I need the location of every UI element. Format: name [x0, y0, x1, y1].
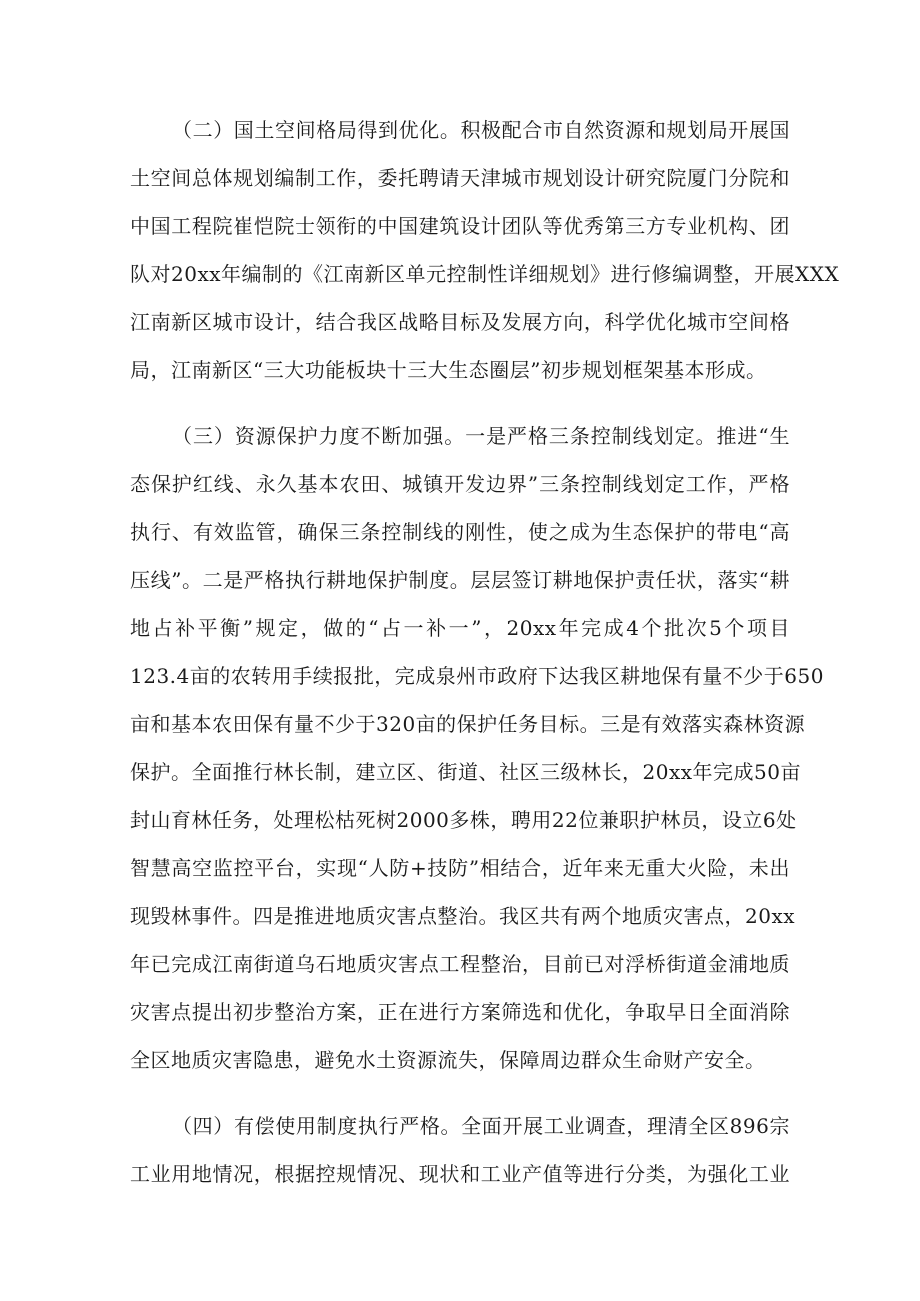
- paragraph-line: 工业用地情况，根据控规情况、现状和工业产值等进行分类，为强化工业: [130, 1162, 790, 1186]
- paragraph-line: （四）有偿使用制度执行严格。全面开展工业调查，理清全区896宗: [172, 1114, 790, 1138]
- paragraph-line: 队对20xx年编制的《江南新区单元控制性详细规划》进行修编调整，开展XXX: [130, 262, 840, 286]
- paragraph-line: 态保护红线、永久基本农田、城镇开发边界”三条控制线划定工作，严格: [130, 472, 790, 496]
- paragraph-line: 亩和基本农田保有量不少于320亩的保护任务目标。三是有效落实森林资源: [130, 712, 806, 736]
- paragraph-line: 灾害点提出初步整治方案，正在进行方案筛选和优化，争取早日全面消除: [130, 1000, 790, 1024]
- paragraph-line: 江南新区城市设计，结合我区战略目标及发展方向，科学优化城市空间格: [130, 310, 790, 334]
- paragraph-line: （三）资源保护力度不断加强。一是严格三条控制线划定。推进“生: [172, 424, 790, 448]
- paragraph-line: 年已完成江南街道乌石地质灾害点工程整治，目前已对浮桥街道金浦地质: [130, 952, 790, 976]
- paragraph-line: 保护。全面推行林长制，建立区、街道、社区三级林长，20xx年完成50亩: [130, 760, 801, 784]
- paragraph-line: 现毁林事件。四是推进地质灾害点整治。我区共有两个地质灾害点，20xx: [130, 904, 796, 928]
- paragraph-line: 局，江南新区“三大功能板块十三大生态圈层”初步规划框架基本形成。: [130, 358, 767, 382]
- paragraph-line: 地占补平衡”规定，做的“占一补一”，20xx年完成4个批次5个项目: [130, 616, 790, 640]
- paragraph-line: 封山育林任务，处理松枯死树2000多株，聘用22位兼职护林员，设立6处: [130, 808, 797, 832]
- paragraph-line: 智慧高空监控平台，实现“人防+技防”相结合，近年来无重大火险，未出: [130, 856, 790, 880]
- paragraph-line: 土空间总体规划编制工作，委托聘请天津城市规划设计研究院厦门分院和: [130, 166, 790, 190]
- paragraph-line: 全区地质灾害隐患，避免水土资源流失，保障周边群众生命财产安全。: [130, 1048, 766, 1072]
- paragraph-line: （二）国土空间格局得到优化。积极配合市自然资源和规划局开展国: [172, 118, 790, 142]
- paragraph-line: 执行、有效监管，确保三条控制线的刚性，使之成为生态保护的带电“高: [130, 520, 790, 544]
- paragraph-line: 123.4亩的农转用手续报批，完成泉州市政府下达我区耕地保有量不少于650: [130, 664, 824, 688]
- paragraph-line: 压线”。二是严格执行耕地保护制度。层层签订耕地保护责任状，落实“耕: [130, 568, 790, 592]
- paragraph-line: 中国工程院崔恺院士领衔的中国建筑设计团队等优秀第三方专业机构、团: [130, 214, 790, 238]
